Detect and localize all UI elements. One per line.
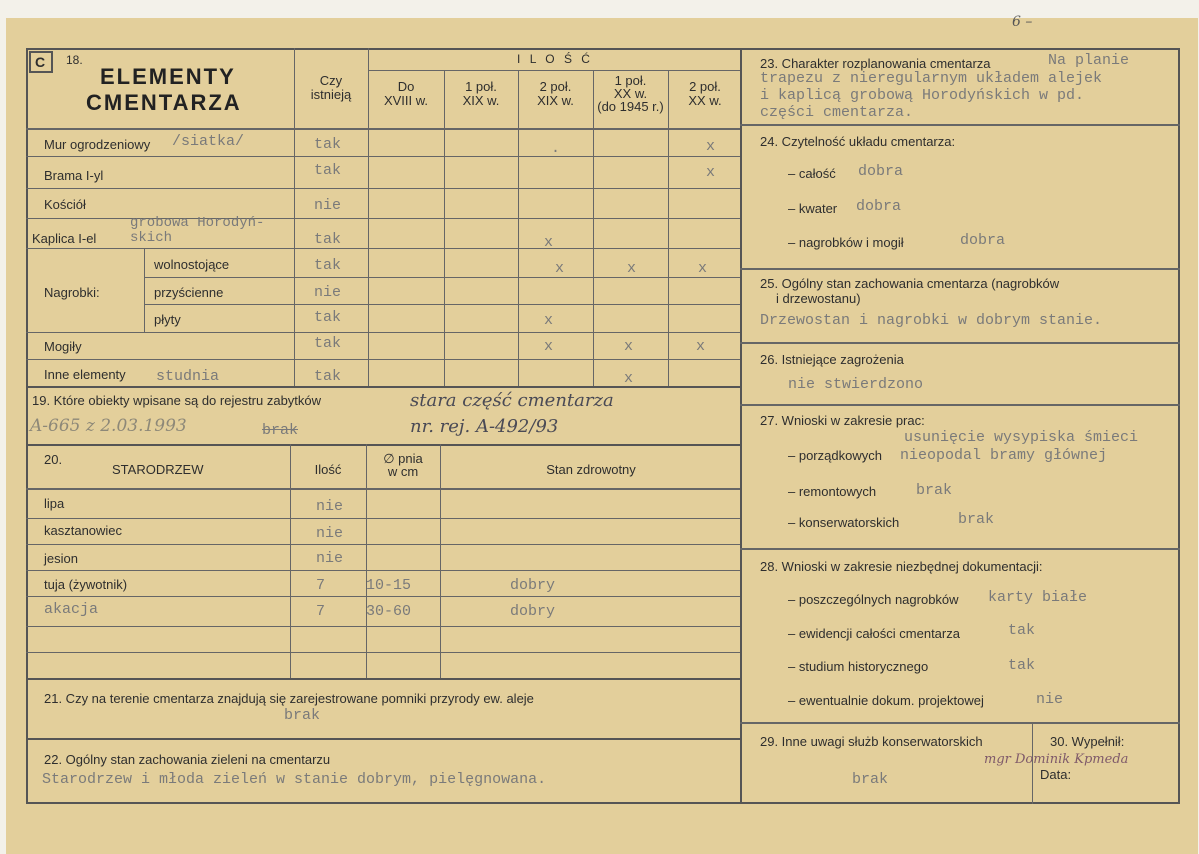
right-rule <box>740 342 1180 344</box>
corner-mark: 6 – <box>1012 14 1033 30</box>
sec20-qty: 7 <box>316 577 326 594</box>
sec18-row-label: Kaplica I-el <box>32 231 97 246</box>
sec27-value-1b: nieopodal bramy głównej <box>900 447 1108 464</box>
sec20-diam: 30-60 <box>366 603 412 620</box>
sec28-item-label: – ewidencji całości cmentarza <box>788 626 960 641</box>
sec20-header-rule <box>26 488 742 490</box>
sec18-row-extra: grobowa Horodyń- skich <box>130 215 265 246</box>
sec18-header-rule <box>26 128 742 130</box>
sec24-item-value: dobra <box>858 163 904 180</box>
sec18-row-rule <box>144 277 742 278</box>
sec18-mark: x <box>696 338 706 355</box>
sec18-exists-value: nie <box>314 197 342 214</box>
sec22-value: Starodrzew i młoda zieleń w stanie dobrym, pielęgnowana. <box>42 771 547 788</box>
sec20-vline <box>440 444 441 680</box>
sec28-label: 28. Wnioski w zakresie niezbędnej dokumentacji: <box>760 559 1043 574</box>
sec23-value-2: trapezu z nieregularnym układem alejek <box>760 70 1103 87</box>
sec20-qty: nie <box>316 498 344 515</box>
sec18-exists-value: tak <box>314 162 342 179</box>
sec18-col-exists: Czy istnieją <box>310 73 352 102</box>
sec27-value-1a: usunięcie wysypiska śmieci <box>904 429 1139 446</box>
sec28-item-value: tak <box>1008 622 1036 639</box>
right-rule <box>740 548 1180 550</box>
sec20-qty: 7 <box>316 603 326 620</box>
sec18-period-4: 2 poł. XX w. <box>688 79 722 108</box>
sec24-item-label: – kwater <box>788 201 838 216</box>
sec18-row-rule <box>26 188 742 189</box>
sec20-col-diam: ∅ pnia w cm <box>383 451 423 479</box>
sec20-row-rule <box>26 544 742 545</box>
sec24-item-label: – całość <box>788 166 836 181</box>
sec18-period-3: 1 poł. XX w. (do 1945 r.) <box>597 73 664 114</box>
sec20-row-rule <box>26 626 742 627</box>
sec20-diam: 10-15 <box>366 577 412 594</box>
sec27-item-label: – remontowych <box>788 484 877 499</box>
sec20-row-rule <box>26 518 742 519</box>
sec24-label: 24. Czytelność układu cmentarza: <box>760 134 956 149</box>
sec20-title: STARODRZEW <box>112 462 204 477</box>
sec18-row-rule <box>26 156 742 157</box>
sec18-exists-value: nie <box>314 284 342 301</box>
sec21-value: brak <box>284 707 321 724</box>
sec20-qty: nie <box>316 525 344 542</box>
sec18-period-0: Do XVIII w. <box>383 79 429 108</box>
sec18-exists-value: tak <box>314 257 342 274</box>
sec18-period-2: 2 poł. XIX w. <box>537 79 574 108</box>
sec20-row-rule <box>26 652 742 653</box>
sec23-value-1: Na planie <box>1048 52 1130 69</box>
sec20-tree-name: kasztanowiec <box>44 523 123 538</box>
sec18-mark: x <box>706 164 716 181</box>
right-rule <box>740 404 1180 406</box>
sec25-value: Drzewostan i nagrobki w dobrym stanie. <box>760 312 1103 329</box>
sec18-row-label: płyty <box>154 312 181 327</box>
sec18-row-extra: /siatka/ <box>172 133 245 150</box>
sec28-item-value: nie <box>1036 691 1064 708</box>
sec18-letter: C <box>35 54 46 70</box>
sec18-exists-value: tak <box>314 335 342 352</box>
sec18-mark: x <box>706 138 716 155</box>
sec18-vline <box>593 70 594 388</box>
sec18-mark: . <box>551 140 561 157</box>
sec18-row-rule <box>26 332 742 333</box>
sec20-qty: nie <box>316 550 344 567</box>
sec27-item-label: – konserwatorskich <box>788 515 900 530</box>
sec18-row-rule <box>26 359 742 360</box>
sec27-item-value: brak <box>958 511 995 528</box>
sec28-item-value: karty białe <box>988 589 1088 606</box>
sec20-number: 20. <box>44 452 63 467</box>
sec25-label-2: i drzewostanu) <box>776 291 861 306</box>
right-rule <box>740 268 1180 270</box>
sec30-date-label: Data: <box>1040 767 1072 782</box>
sec18-mark: x <box>544 234 554 251</box>
sec26-label: 26. Istniejące zagrożenia <box>760 352 904 367</box>
sec18-ilosc-header: I L O Ś Ć <box>517 52 593 66</box>
sec20-row-rule <box>26 596 742 597</box>
sec18-period-1: 1 poł. XIX w. <box>462 79 500 108</box>
sec19-label: 19. Które obiekty wpisane są do rejestru zabytków <box>32 393 322 408</box>
right-rule <box>740 124 1180 126</box>
sec20-box <box>26 444 742 680</box>
sec29-label: 29. Inne uwagi służb konserwatorskich <box>760 734 983 749</box>
sec30-signature-stamp: mgr Dominik Kpmeda <box>984 752 1129 767</box>
sec18-row-label: Brama I-yl <box>44 168 104 183</box>
sec18-row-label: Kościół <box>44 197 86 212</box>
sec18-row-rule <box>26 248 742 249</box>
sec28-item-label: – poszczególnych nagrobków <box>788 592 959 607</box>
sec18-mark: x <box>698 260 708 277</box>
sec18-ilosc-rule <box>368 70 742 71</box>
sec20-vline <box>290 444 291 680</box>
sec18-row-label: Inne elementy <box>44 367 126 382</box>
sec28-item-label: – ewentualnie dokum. projektowej <box>788 693 984 708</box>
sec19-typed: brak <box>262 422 299 439</box>
sec18-row-label: wolnostojące <box>154 257 230 272</box>
sec24-item-value: dobra <box>856 198 902 215</box>
sec30-label: 30. Wypełnił: <box>1050 734 1125 749</box>
sec18-title-line1: ELEMENTY <box>100 64 236 89</box>
sec28-item-label: – studium historycznego <box>788 659 929 674</box>
sec18-row-rule <box>144 304 742 305</box>
sec20-health: dobry <box>510 577 556 594</box>
sec27-item-value: brak <box>916 482 953 499</box>
sec27-item-label: – porządkowych <box>788 448 882 463</box>
sec18-row-extra: studnia <box>156 368 220 385</box>
sec20-tree-name: jesion <box>44 551 78 566</box>
sec18-exists-value: tak <box>314 136 342 153</box>
sec20-tree-name: lipa <box>44 496 65 511</box>
sec23-label: 23. Charakter rozplanowania cmentarza <box>760 56 991 71</box>
sec18-mark: x <box>624 338 634 355</box>
sec18-row-label: Mogiły <box>44 339 82 354</box>
sec18-subgroup-vline <box>144 248 145 332</box>
sec21-box <box>26 678 742 740</box>
sec27-label: 27. Wnioski w zakresie prac: <box>760 413 925 428</box>
sec20-col-health: Stan zdrowotny <box>546 462 636 477</box>
sec18-mark: x <box>627 260 637 277</box>
sec18-exists-value: tak <box>314 368 342 385</box>
sec20-tree-name: tuja (żywotnik) <box>44 577 128 592</box>
sec24-item-label: – nagrobków i mogił <box>788 235 904 250</box>
sec18-row-label: przyścienne <box>154 285 224 300</box>
sec20-health: dobry <box>510 603 556 620</box>
sec18-exists-value: tak <box>314 231 342 248</box>
sec19-handwritten-2: nr. rej. A-492/93 <box>410 416 559 437</box>
sec20-col-qty: Ilość <box>314 462 342 477</box>
sec18-number: 18. <box>66 53 83 67</box>
sec18-nagrobki-label: Nagrobki: <box>44 285 100 300</box>
sec18-mark: x <box>544 312 554 329</box>
sec18-row-label: Mur ogrodzeniowy <box>44 137 151 152</box>
sec21-label: 21. Czy na terenie cmentarza znajdują się zarejestrowane pomniki przyrody ew. aleje <box>44 691 534 706</box>
sec18-mark: x <box>624 370 634 387</box>
sec18-vline <box>518 70 519 388</box>
sec23-value-3: i kaplicą grobową Horodyńskich w pd. <box>760 87 1085 104</box>
right-rule <box>740 722 1180 724</box>
sec20-tree-name: akacja <box>44 601 99 618</box>
sec24-item-value: dobra <box>960 232 1006 249</box>
sec28-item-value: tak <box>1008 657 1036 674</box>
sec26-value: nie stwierdzono <box>788 376 924 393</box>
sec18-mark: x <box>544 338 554 355</box>
sec18-exists-value: tak <box>314 309 342 326</box>
sec18-mark: x <box>555 260 565 277</box>
sec22-label: 22. Ogólny stan zachowania zieleni na cmentarzu <box>44 752 331 767</box>
sec18-vline <box>444 70 445 388</box>
sec20-vline <box>366 444 367 680</box>
sec23-value-4: części cmentarza. <box>760 104 914 121</box>
sec20-row-rule <box>26 570 742 571</box>
sec25-label-1: 25. Ogólny stan zachowania cmentarza (nagrobków <box>760 276 1060 291</box>
sec19-stamp-number: A-665 z 2.03.1993 <box>30 416 187 436</box>
sec29-value: brak <box>852 771 889 788</box>
sec18-vline <box>668 70 669 388</box>
sec19-handwritten-1: stara część cmentarza <box>410 390 614 411</box>
sec18-title-line2: CMENTARZA <box>86 90 242 115</box>
cemetery-record-card <box>26 48 1180 804</box>
